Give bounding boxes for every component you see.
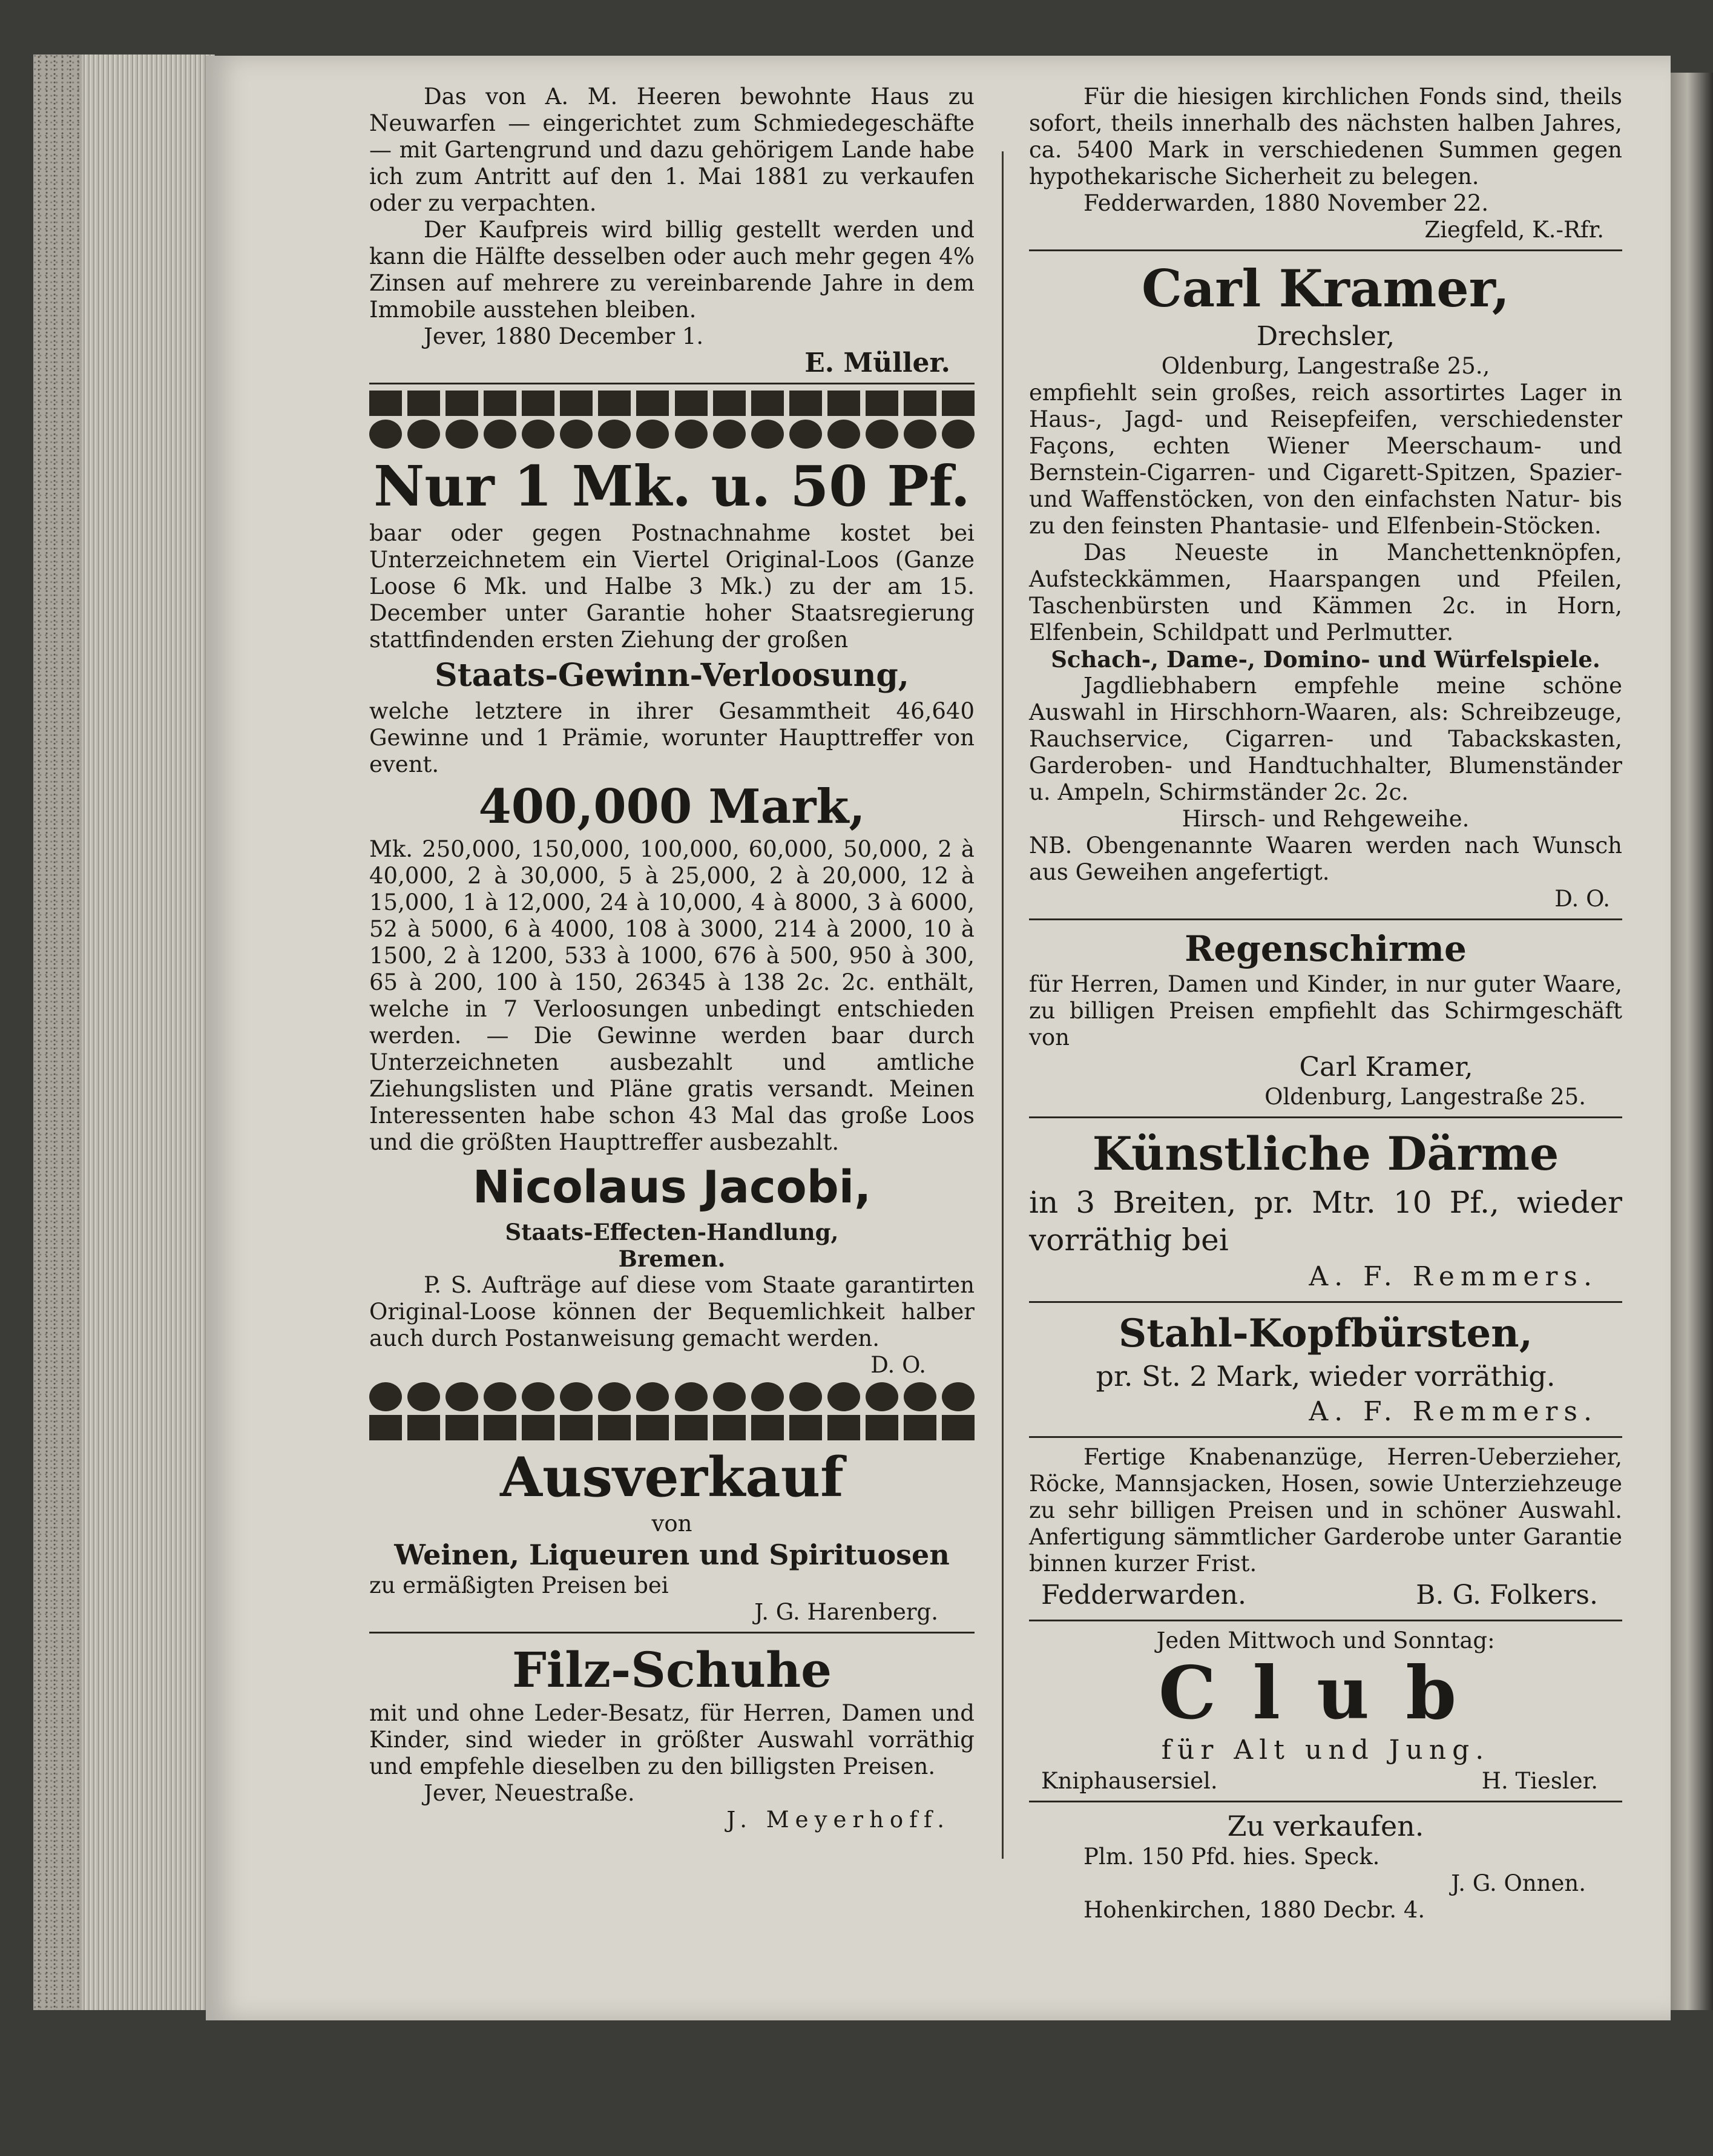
ad-lottery [369, 391, 975, 1440]
lottery-do: D. O. [870, 1352, 926, 1378]
ad-carl-kramer [1029, 257, 1622, 912]
heeren-paragraph-2: Der Kaufpreis wird billig gestellt werden und kann die Hälfte desselben oder auch mehr gegen 4% Zinsen auf mehrere zu vereinbarende Jahre in dem Immobile ausstehen bleiben. [369, 217, 975, 323]
kramer-address: Oldenburg, Langestraße 25., [1161, 353, 1490, 379]
ornament-blocks-bottom [369, 1415, 975, 1440]
folkers-paragraph: Fertige Knabenanzüge, Herren-Ueberzieher, Röcke, Mannsjacken, Hosen, sowie Unterziehzeuge zu sehr billigen Preisen und in schöner Auswahl. Anfertigung sämmtlicher Garderobe unter Garantie binnen kurzer Frist. [1029, 1444, 1622, 1577]
lottery-postscript: P. S. Aufträge auf diese vom Staate garantirten Original-Loose können der Bequemlichkeit halber auch durch Postanweisung gemacht werden. [369, 1272, 975, 1351]
verkaufen-signature: J. G. Onnen. [1451, 1870, 1586, 1896]
divider [1029, 1116, 1622, 1118]
verkaufen-title: Zu verkaufen. [1227, 1810, 1424, 1842]
club-sub: für Alt und Jung. [1161, 1735, 1490, 1765]
regen-address: Oldenburg, Langestraße 25. [1264, 1084, 1586, 1110]
ad-stahl-kopfbuersten [1029, 1309, 1622, 1430]
kramer-paragraph-5: Hirsch- und Rehgeweihe. [1182, 806, 1470, 832]
stahl-title: Stahl-Kopfbürsten, [1119, 1311, 1533, 1356]
club-footer [1029, 1768, 1622, 1795]
heeren-paragraph-1: Das von A. M. Heeren bewohnte Haus zu Neuwarfen — eingerichtet zum Schmiedegeschäfte — mit Gartengrund und dazu gehörigem Lande habe ich zum Antritt auf den 1. Mai 1881 zu verkaufen oder zu verpachten. [369, 84, 975, 216]
ausverkauf-signature: J. G. Harenberg. [754, 1599, 938, 1625]
ausverkauf-line: Weinen, Liqueuren und Spirituosen [394, 1538, 950, 1571]
folkers-place: Fedderwarden. [1041, 1580, 1247, 1610]
ad-regenschirme [1029, 926, 1622, 1110]
daerme-signature: A. F. Remmers. [1309, 1261, 1598, 1292]
kramer-name: Carl Kramer, [1141, 259, 1510, 318]
heeren-signature: E. Müller. [804, 348, 950, 378]
kramer-trade: Drechsler, [1256, 321, 1395, 352]
ornament-blocks-top [369, 391, 975, 416]
regen-name: Carl Kramer, [1299, 1052, 1473, 1083]
filz-title: Filz-Schuhe [511, 1641, 832, 1698]
right-column [1029, 84, 1622, 1924]
column-divider [1002, 151, 1004, 1859]
kramer-note: NB. Obengenannte Waaren werden nach Wunsch aus Geweihen angefertigt. [1029, 832, 1622, 885]
ad-heeren-house [369, 84, 975, 377]
fonds-signature: Ziegfeld, K.-Rfr. [1424, 217, 1604, 243]
ad-kirchliche-fonds [1029, 84, 1622, 243]
folkers-signature: B. G. Folkers. [1416, 1580, 1598, 1610]
ad-zu-verkaufen [1029, 1808, 1622, 1924]
ad-ausverkauf [369, 1444, 975, 1626]
divider [1029, 1620, 1622, 1621]
verkaufen-paragraph: Plm. 150 Pfd. hies. Speck. [1083, 1844, 1380, 1870]
club-title: Club [1158, 1650, 1493, 1736]
stahl-signature: A. F. Remmers. [1309, 1396, 1598, 1427]
stahl-paragraph: pr. St. 2 Mark, wieder vorräthig. [1096, 1360, 1556, 1393]
folkers-footer [1029, 1577, 1622, 1614]
daerme-title: Künstliche Därme [1092, 1127, 1559, 1181]
club-place: Kniphausersiel. [1041, 1768, 1218, 1794]
heeren-place-date: Jever, 1880 December 1. [424, 323, 704, 349]
ad-club [1029, 1627, 1622, 1795]
next-page-strip [1671, 73, 1713, 2010]
daerme-paragraph: in 3 Breiten, pr. Mtr. 10 Pf., wieder vorräthig bei [1029, 1185, 1622, 1258]
divider [1029, 918, 1622, 920]
fonds-place-date: Fedderwarden, 1880 November 22. [1083, 190, 1489, 216]
book-cover-marbled [33, 54, 82, 2010]
kramer-paragraph-1: empfiehlt sein großes, reich assortirtes Lager in Haus-, Jagd- und Reisepfeifen, verschiedenster Façons, echten Wiener Meerschaum- und Bernstein-Cigarren- und Cigarett-Spitzen, Spazier- und Waffenstöcken, von den einfachsten Natur- bis zu den feinsten Phantasie- und Elfenbein-Stöcken. [1029, 380, 1622, 539]
kramer-do: D. O. [1554, 886, 1610, 912]
kramer-paragraph-4: Jagdliebhabern empfehle meine schöne Auswahl in Hirschhorn-Waaren, als: Schreibzeuge, Rauchservice, Cigarren- und Tabackskasten, Garderoben- und Handtuchhalter, Blumenständer u. Ampeln, Schirmständer 2c. 2c. [1029, 673, 1622, 805]
lottery-paragraph-1: baar oder gegen Postnachnahme kostet bei Unterzeichnetem ein Viertel Original-Loos (Ganze Loose 6 Mk. und Halbe 3 Mk.) zu der am 15. December unter Garantie hoher Staatsregierung stattfindenden ersten Ziehung der großen [369, 520, 975, 653]
lottery-firm: Staats-Effecten-Handlung, [505, 1219, 839, 1245]
divider [1029, 249, 1622, 251]
divider [1029, 1801, 1622, 1802]
divider [1029, 1436, 1622, 1438]
lottery-city: Bremen. [618, 1245, 726, 1272]
ornament-dots-top [369, 420, 975, 449]
club-signature: H. Tiesler. [1481, 1768, 1598, 1794]
kramer-paragraph-3: Schach-, Dame-, Domino- und Würfelspiele. [1051, 646, 1600, 673]
lottery-amount: 400,000 Mark, [478, 779, 866, 834]
filz-signature: J. Meyerhoff. [726, 1807, 950, 1833]
lottery-paragraph-3: Mk. 250,000, 150,000, 100,000, 60,000, 50,000, 2 à 40,000, 2 à 30,000, 5 à 25,000, 2 à 20,000, 12 à 15,000, 1 à 12,000, 24 à 10,000, 4 à 8000, 3 à 6000, 52 à 5000, 6 à 4000, 108 à 3000, 214 à 2000, 10 à 1500, 2 à 1200, 533 à 1000, 676 à 500, 950 à 300, 65 à 200, 100 à 150, 26345 à 138 2c. 2c. enthält, welche in 7 Verloosungen unbedingt entschieden werden. — Die Gewinne werden baar durch Unterzeichneten ausbezahlt und amtliche Ziehungslisten und Pläne gratis versandt. Meinen Interessenten habe schon 43 Mal das große Loos und die größten Haupttreffer ausbezahlt. [369, 836, 975, 1155]
filz-place: Jever, Neuestraße. [424, 1780, 635, 1806]
ad-kuenstliche-daerme [1029, 1124, 1622, 1295]
ausverkauf-title: Ausverkauf [500, 1445, 844, 1509]
lottery-name: Nicolaus Jacobi, [472, 1161, 872, 1213]
divider [1029, 1301, 1622, 1303]
ad-filz-schuhe [369, 1640, 975, 1833]
lottery-paragraph-2: welche letztere in ihrer Gesammtheit 46,640 Gewinne und 1 Prämie, worunter Haupttreffer von event. [369, 698, 975, 777]
ad-folkers [1029, 1444, 1622, 1614]
verkaufen-place-date: Hohenkirchen, 1880 Decbr. 4. [1083, 1897, 1425, 1923]
divider [369, 383, 975, 384]
left-column [369, 84, 975, 1833]
fonds-paragraph: Für die hiesigen kirchlichen Fonds sind, theils sofort, theils innerhalb des nächsten halben Jahres, ca. 5400 Mark in verschiedenen Summen gegen hypothekarische Sicherheit zu belegen. [1029, 84, 1622, 190]
ausverkauf-sub: zu ermäßigten Preisen bei [369, 1572, 669, 1598]
ornament-dots-bottom [369, 1382, 975, 1411]
divider [369, 1632, 975, 1633]
regen-paragraph: für Herren, Damen und Kinder, in nur guter Waare, zu billigen Preisen empfiehlt das Schirmgeschäft von [1029, 971, 1622, 1050]
lottery-title: Staats-Gewinn-Verloosung, [435, 657, 909, 694]
filz-paragraph: mit und ohne Leder-Besatz, für Herren, Damen und Kinder, sind wieder in größter Auswahl vorräthig und empfehle dieselben zu den billigsten Preisen. [369, 1700, 975, 1779]
club-intro: Jeden Mittwoch und Sonntag: [1156, 1627, 1495, 1653]
regen-title: Regenschirme [1185, 928, 1467, 969]
lottery-headline: Nur 1 Mk. u. 50 Pf. [373, 453, 970, 519]
kramer-paragraph-2: Das Neueste in Manchettenknöpfen, Aufsteckkämmen, Haarspangen und Pfeilen, Taschenbürsten und Kämmen 2c. in Horn, Elfenbein, Schildpatt und Perlmutter. [1029, 539, 1622, 645]
ausverkauf-von: von [651, 1511, 692, 1537]
